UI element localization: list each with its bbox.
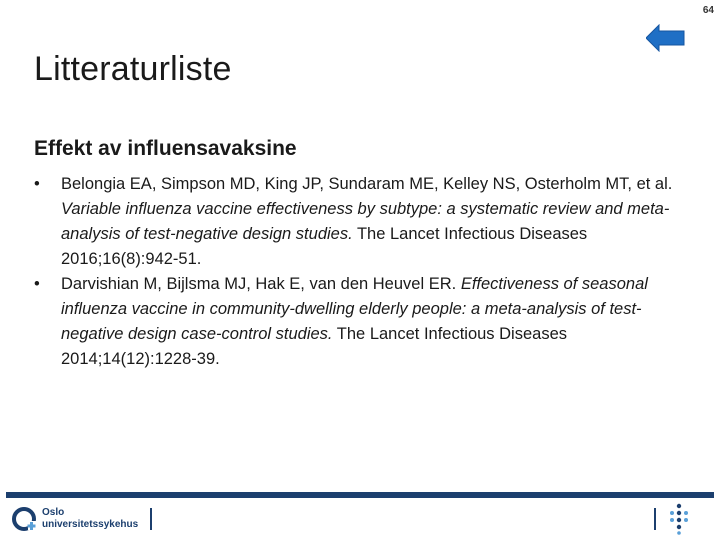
list-item <box>34 272 694 372</box>
logo-text <box>42 507 138 531</box>
page-title: Litteraturliste <box>34 50 232 88</box>
oslo-universitetssykehus-logo-icon <box>10 504 40 534</box>
reference-authors: Belongia EA, Simpson MD, King JP, Sundaram ME, Kelley NS, Osterholm MT, et al. <box>61 175 673 193</box>
reference-source: The Lancet Infectious Diseases 2016;16(8):942-51. <box>61 225 588 268</box>
reference-title: Variable influenza vaccine effectiveness by subtype: a systematic review and meta-analysis of test-negative design studies. <box>61 200 670 243</box>
back-button[interactable] <box>646 24 686 52</box>
reference-authors: Darvishian M, Bijlsma MJ, Hak E, van den Heuvel ER. <box>61 275 457 293</box>
reference-title: Effectiveness of seasonal influenza vaccine in community-dwelling elderly people: a meta-analysis of test-negative design case-control studies. <box>61 275 648 343</box>
arrow-left-icon <box>646 24 686 52</box>
logo-line-1: Oslo <box>42 507 65 518</box>
footer-divider <box>654 508 656 530</box>
hospital-logo <box>10 504 160 534</box>
logo-divider <box>150 508 152 530</box>
dots-cross-icon <box>664 502 694 536</box>
footer-bar <box>6 492 714 498</box>
logo-line-2: universitetssykehus <box>42 519 139 530</box>
section-heading: Effekt av influensavaksine <box>34 137 297 160</box>
page-number: 64 <box>702 5 714 16</box>
reference-source: The Lancet Infectious Diseases 2014;14(12):1228-39. <box>61 325 568 368</box>
list-item <box>34 172 694 272</box>
footer <box>0 492 720 540</box>
reference-list <box>34 172 694 372</box>
